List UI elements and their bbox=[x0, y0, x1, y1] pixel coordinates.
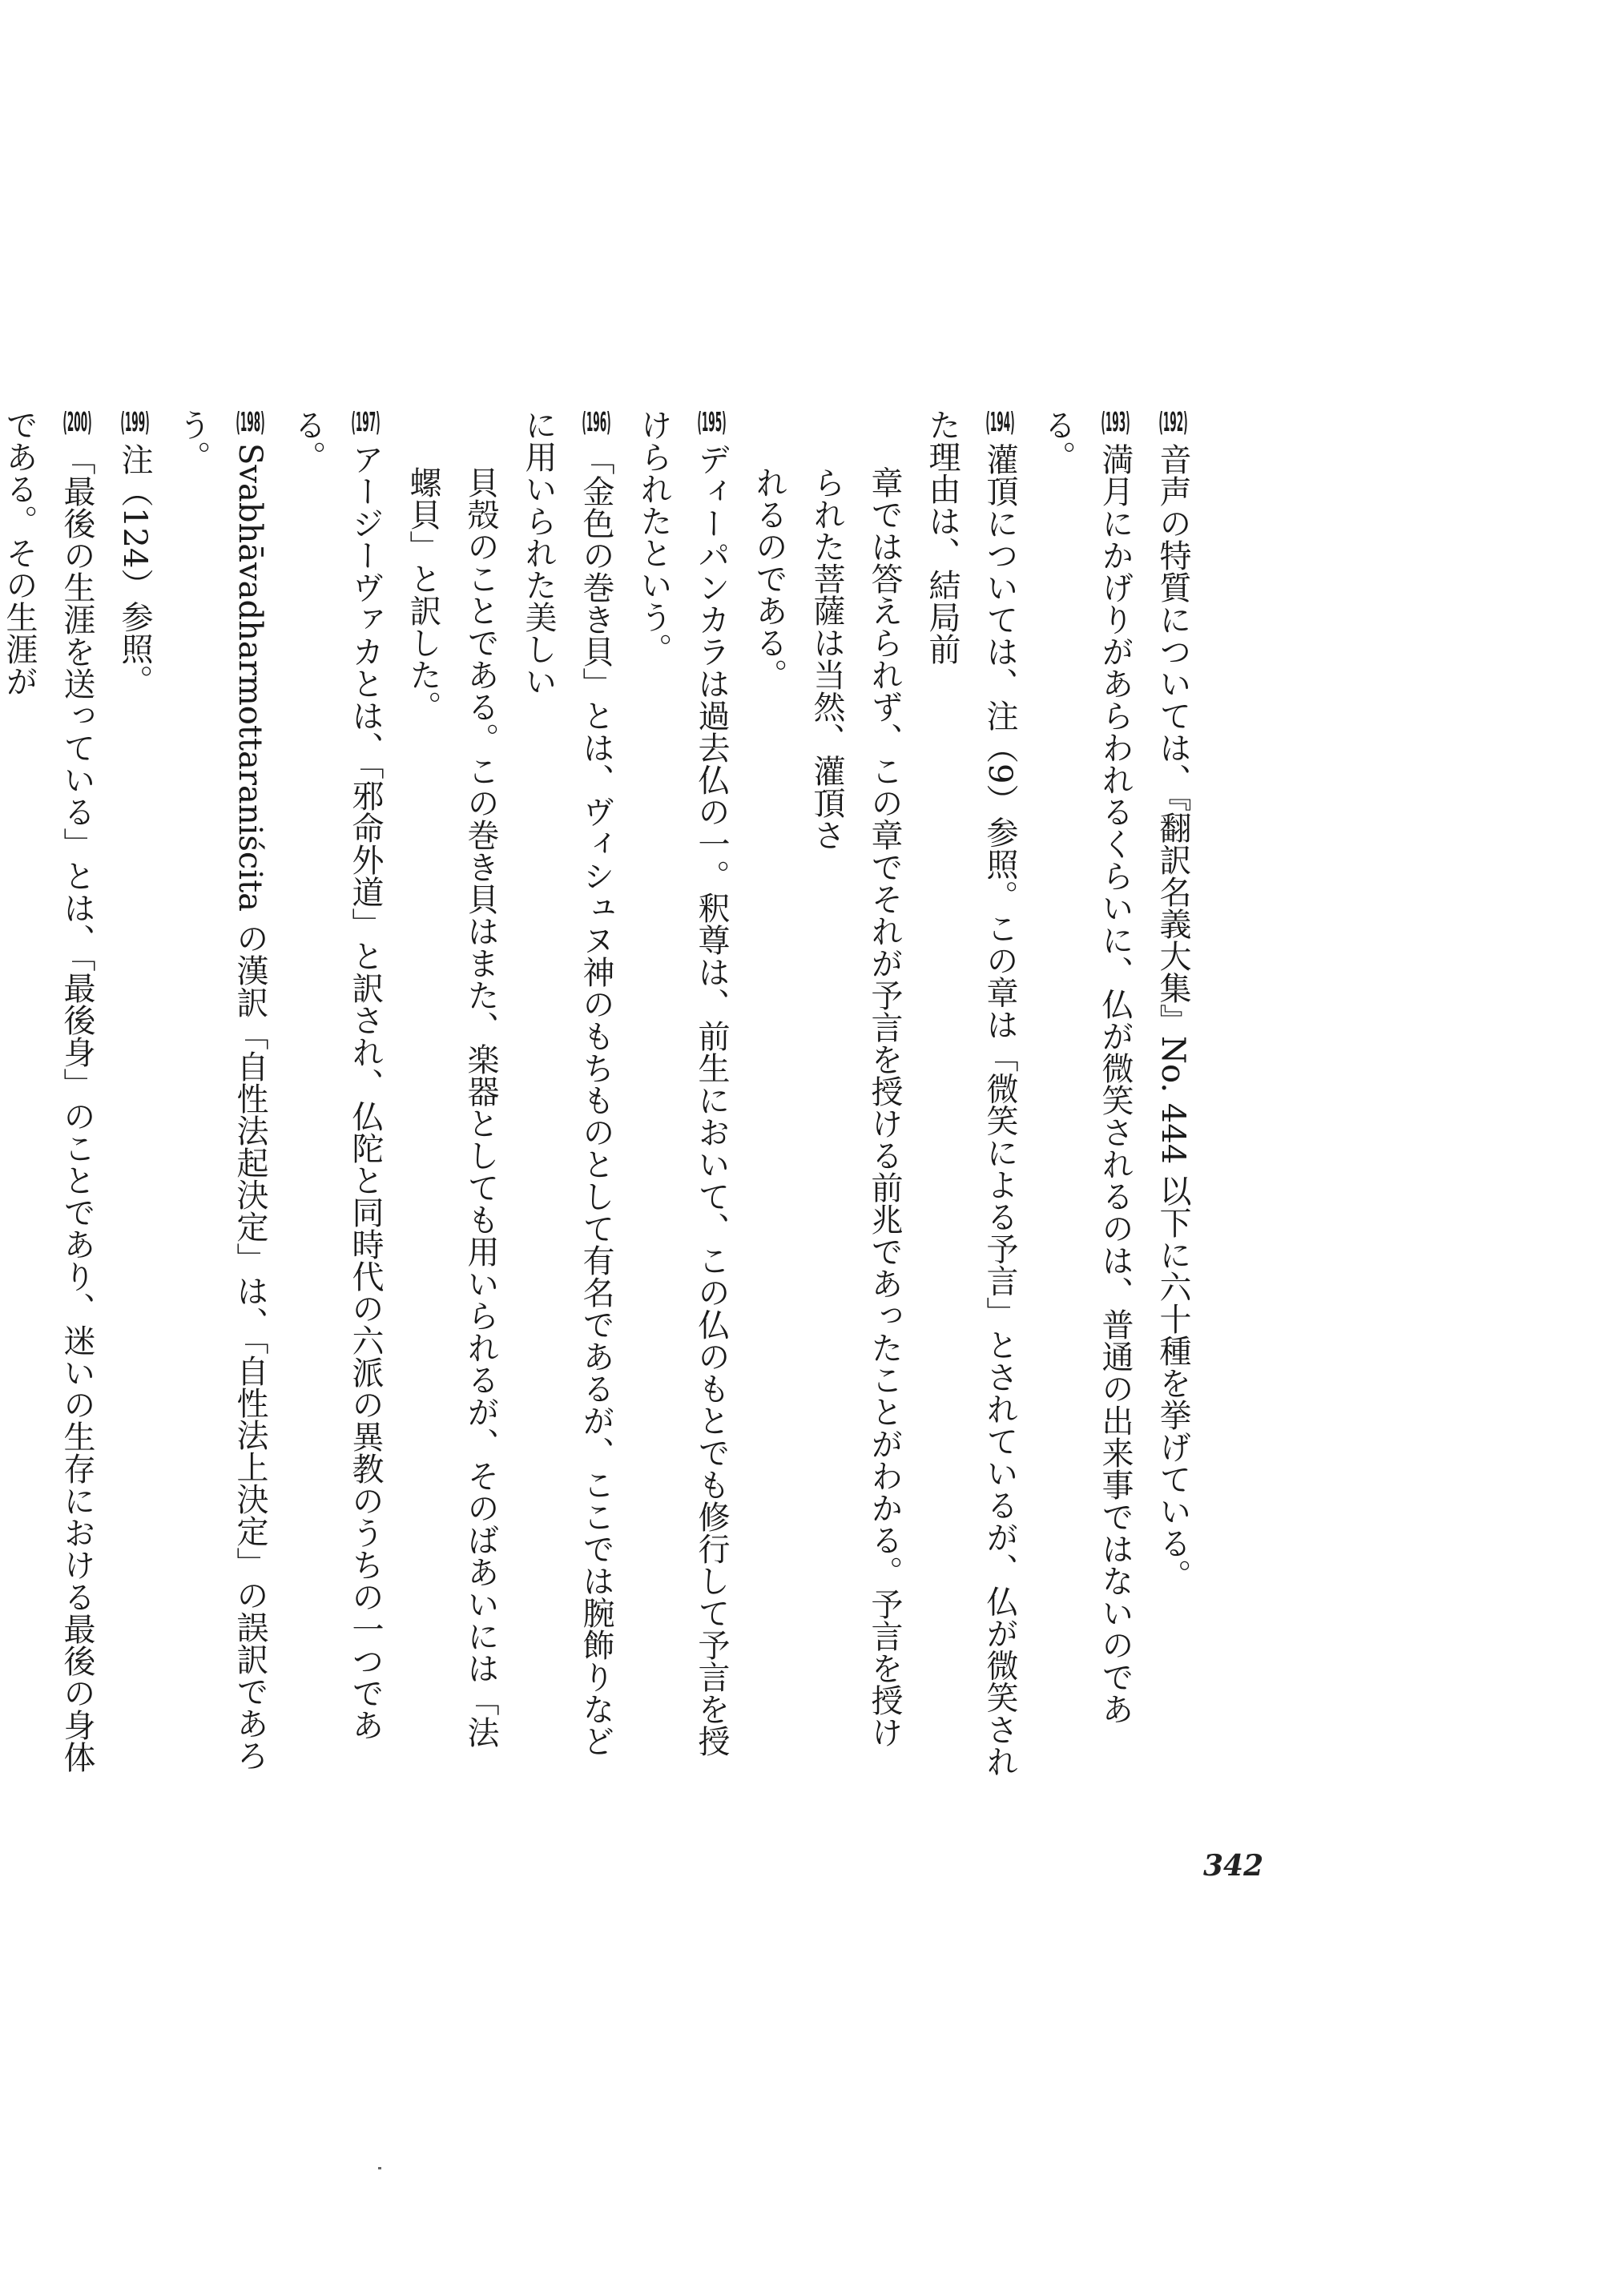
note-198 bbox=[163, 409, 279, 1778]
note-number: (198) bbox=[236, 409, 265, 435]
note-194 bbox=[740, 409, 1029, 1778]
note-192 bbox=[1144, 409, 1202, 1778]
note-text-continued: 章では答えられず、この章でそれが予言を授ける前兆であったことがわかる。予言を授けられた菩薩は当然、灌頂さ bbox=[808, 466, 903, 1748]
note-number: (200) bbox=[62, 409, 92, 435]
note-text: Svabhāvadharmottaraniścita の漢訳「自性法起決定」は、「自性法上決定」の誤訳であろう。 bbox=[174, 409, 268, 1771]
note-text-continued: れるのである。 bbox=[751, 466, 787, 691]
note-196 bbox=[394, 409, 625, 1778]
note-text: 「金色の巻き貝」とは、ヴィシュヌ神のもちものとして有名であるが、ここでは腕飾りなどに用いられた美しい bbox=[520, 409, 614, 1757]
note-text: 注（124）参照。 bbox=[116, 443, 153, 697]
note-text: 灌頂については、注（9）参照。この章は「微笑による予言」とされているが、仏が微笑された理由は、結局前 bbox=[924, 409, 1018, 1778]
note-199 bbox=[106, 409, 163, 1778]
note-195 bbox=[625, 409, 740, 1778]
note-text: 音声の特質については、『翻訳名義大集』No. 444 以下に六十種を挙げている。 bbox=[1154, 443, 1191, 1591]
note-text: 「最後の生涯を送っている」とは、「最後身」のことであり、迷いの生存における最後の身体である。その生涯が bbox=[1, 409, 95, 1773]
note-197 bbox=[279, 409, 394, 1778]
note-193 bbox=[1029, 409, 1144, 1778]
print-speck bbox=[378, 2167, 381, 2169]
note-text: アージーヴァカとは、「邪命外道」と訳され、仏陀と同時代の六派の異教のうちの一つである。 bbox=[289, 409, 384, 1741]
footnotes-section bbox=[1, 409, 1202, 1778]
note-number: (199) bbox=[120, 409, 150, 435]
note-text: 満月にかげりがあらわれるくらいに、仏が微笑されるのは、普通の出来事ではないのである。 bbox=[1039, 409, 1134, 1725]
note-number: (195) bbox=[697, 409, 727, 435]
page-number: 342 bbox=[1203, 1849, 1264, 1883]
note-number: (193) bbox=[1101, 409, 1130, 435]
note-number: (192) bbox=[1158, 409, 1188, 435]
note-number: (194) bbox=[985, 409, 1015, 435]
note-text-continued: 貝殻のことである。この巻き貝はまた、楽器としても用いられるが、そのばあいには「法螺貝」と訳した。 bbox=[405, 466, 499, 1748]
note-number: (196) bbox=[582, 409, 611, 435]
note-text: ディーパンカラは過去仏の一。釈尊は、前生において、この仏のもとでも修行して予言を授けられたという。 bbox=[635, 409, 730, 1757]
note-200 bbox=[0, 409, 106, 1778]
note-number: (197) bbox=[351, 409, 381, 435]
